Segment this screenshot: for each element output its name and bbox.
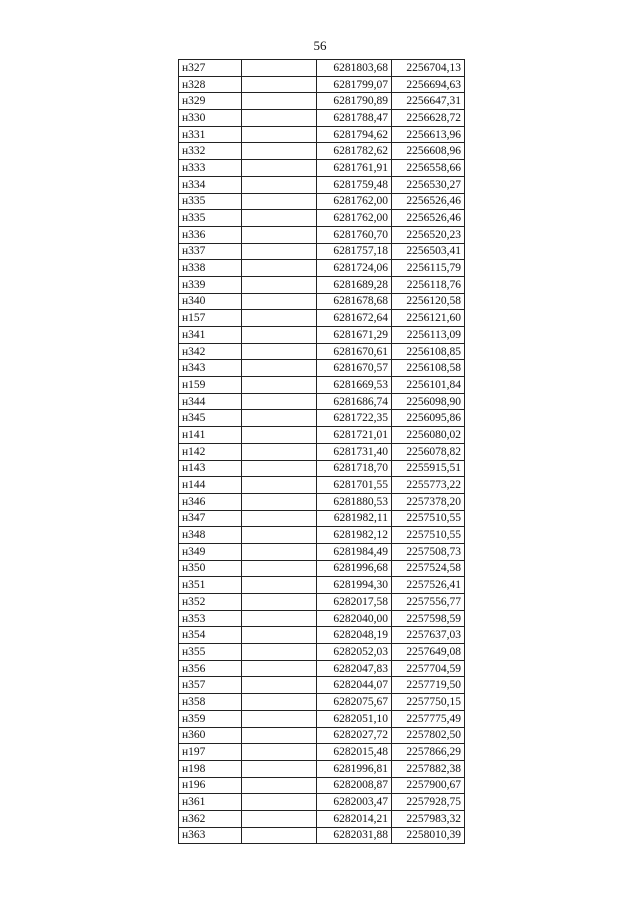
y-coordinate-cell: 2257524,58 xyxy=(392,560,465,577)
note-cell xyxy=(242,160,317,177)
table-row xyxy=(179,727,465,744)
table-row xyxy=(179,560,465,577)
note-cell xyxy=(242,710,317,727)
point-id-cell: н347 xyxy=(179,510,242,527)
table-row xyxy=(179,60,465,77)
point-id-cell: н197 xyxy=(179,744,242,761)
table-row xyxy=(179,677,465,694)
x-coordinate-cell: 6282014,21 xyxy=(317,810,392,827)
point-id-cell: н352 xyxy=(179,594,242,611)
y-coordinate-cell: 2256078,82 xyxy=(392,443,465,460)
table-row xyxy=(179,193,465,210)
point-id-cell: н329 xyxy=(179,93,242,110)
y-coordinate-cell: 2257866,29 xyxy=(392,744,465,761)
note-cell xyxy=(242,310,317,327)
note-cell xyxy=(242,110,317,127)
table-row xyxy=(179,93,465,110)
note-cell xyxy=(242,660,317,677)
point-id-cell: н342 xyxy=(179,343,242,360)
point-id-cell: н361 xyxy=(179,794,242,811)
y-coordinate-cell: 2257378,20 xyxy=(392,493,465,510)
y-coordinate-cell: 2256526,46 xyxy=(392,193,465,210)
note-cell xyxy=(242,443,317,460)
y-coordinate-cell: 2257900,67 xyxy=(392,777,465,794)
y-coordinate-cell: 2256118,76 xyxy=(392,276,465,293)
x-coordinate-cell: 6281760,70 xyxy=(317,226,392,243)
point-id-cell: н351 xyxy=(179,577,242,594)
point-id-cell: н328 xyxy=(179,76,242,93)
x-coordinate-cell: 6282052,03 xyxy=(317,644,392,661)
note-cell xyxy=(242,493,317,510)
y-coordinate-cell: 2256530,27 xyxy=(392,176,465,193)
note-cell xyxy=(242,777,317,794)
y-coordinate-cell: 2256108,58 xyxy=(392,360,465,377)
point-id-cell: н157 xyxy=(179,310,242,327)
point-id-cell: н339 xyxy=(179,276,242,293)
point-id-cell: н344 xyxy=(179,393,242,410)
point-id-cell: н341 xyxy=(179,327,242,344)
x-coordinate-cell: 6281996,81 xyxy=(317,760,392,777)
note-cell xyxy=(242,727,317,744)
x-coordinate-cell: 6281762,00 xyxy=(317,210,392,227)
table-row xyxy=(179,310,465,327)
point-id-cell: н333 xyxy=(179,160,242,177)
point-id-cell: н141 xyxy=(179,427,242,444)
table-row xyxy=(179,126,465,143)
table-row xyxy=(179,527,465,544)
note-cell xyxy=(242,627,317,644)
point-id-cell: н353 xyxy=(179,610,242,627)
note-cell xyxy=(242,644,317,661)
table-row xyxy=(179,343,465,360)
x-coordinate-cell: 6281689,28 xyxy=(317,276,392,293)
point-id-cell: н330 xyxy=(179,110,242,127)
note-cell xyxy=(242,560,317,577)
note-cell xyxy=(242,393,317,410)
x-coordinate-cell: 6281788,47 xyxy=(317,110,392,127)
table-row xyxy=(179,827,465,844)
table-row xyxy=(179,393,465,410)
point-id-cell: н354 xyxy=(179,627,242,644)
x-coordinate-cell: 6281722,35 xyxy=(317,410,392,427)
table-row xyxy=(179,260,465,277)
table-row xyxy=(179,76,465,93)
table-row xyxy=(179,427,465,444)
point-id-cell: н358 xyxy=(179,694,242,711)
table-row xyxy=(179,327,465,344)
x-coordinate-cell: 6281982,12 xyxy=(317,527,392,544)
point-id-cell: н356 xyxy=(179,660,242,677)
x-coordinate-cell: 6281880,53 xyxy=(317,493,392,510)
point-id-cell: н159 xyxy=(179,377,242,394)
note-cell xyxy=(242,343,317,360)
point-id-cell: н348 xyxy=(179,527,242,544)
y-coordinate-cell: 2257775,49 xyxy=(392,710,465,727)
table-row xyxy=(179,627,465,644)
y-coordinate-cell: 2257750,15 xyxy=(392,694,465,711)
x-coordinate-cell: 6281672,64 xyxy=(317,310,392,327)
table-row xyxy=(179,594,465,611)
point-id-cell: н198 xyxy=(179,760,242,777)
point-id-cell: н345 xyxy=(179,410,242,427)
table-row xyxy=(179,410,465,427)
note-cell xyxy=(242,76,317,93)
note-cell xyxy=(242,243,317,260)
note-cell xyxy=(242,694,317,711)
y-coordinate-cell: 2256613,96 xyxy=(392,126,465,143)
table-row xyxy=(179,226,465,243)
table-row xyxy=(179,794,465,811)
x-coordinate-cell: 6281724,06 xyxy=(317,260,392,277)
table-row xyxy=(179,644,465,661)
point-id-cell: н359 xyxy=(179,710,242,727)
point-id-cell: н335 xyxy=(179,193,242,210)
table-row xyxy=(179,210,465,227)
x-coordinate-cell: 6281794,62 xyxy=(317,126,392,143)
x-coordinate-cell: 6281759,48 xyxy=(317,176,392,193)
x-coordinate-cell: 6282051,10 xyxy=(317,710,392,727)
point-id-cell: н357 xyxy=(179,677,242,694)
y-coordinate-cell: 2257510,55 xyxy=(392,527,465,544)
x-coordinate-cell: 6281984,49 xyxy=(317,543,392,560)
x-coordinate-cell: 6281731,40 xyxy=(317,443,392,460)
note-cell xyxy=(242,744,317,761)
point-id-cell: н196 xyxy=(179,777,242,794)
point-id-cell: н349 xyxy=(179,543,242,560)
x-coordinate-cell: 6281757,18 xyxy=(317,243,392,260)
note-cell xyxy=(242,677,317,694)
note-cell xyxy=(242,760,317,777)
y-coordinate-cell: 2256098,90 xyxy=(392,393,465,410)
point-id-cell: н338 xyxy=(179,260,242,277)
note-cell xyxy=(242,477,317,494)
x-coordinate-cell: 6281669,53 xyxy=(317,377,392,394)
x-coordinate-cell: 6281799,07 xyxy=(317,76,392,93)
y-coordinate-cell: 2258010,39 xyxy=(392,827,465,844)
table-row xyxy=(179,543,465,560)
note-cell xyxy=(242,427,317,444)
y-coordinate-cell: 2257598,59 xyxy=(392,610,465,627)
y-coordinate-cell: 2256101,84 xyxy=(392,377,465,394)
point-id-cell: н331 xyxy=(179,126,242,143)
note-cell xyxy=(242,93,317,110)
x-coordinate-cell: 6282044,07 xyxy=(317,677,392,694)
note-cell xyxy=(242,126,317,143)
y-coordinate-cell: 2255915,51 xyxy=(392,460,465,477)
note-cell xyxy=(242,810,317,827)
point-id-cell: н363 xyxy=(179,827,242,844)
point-id-cell: н144 xyxy=(179,477,242,494)
y-coordinate-cell: 2257719,50 xyxy=(392,677,465,694)
note-cell xyxy=(242,276,317,293)
point-id-cell: н337 xyxy=(179,243,242,260)
y-coordinate-cell: 2256694,63 xyxy=(392,76,465,93)
table-row xyxy=(179,777,465,794)
x-coordinate-cell: 6282003,47 xyxy=(317,794,392,811)
table-row xyxy=(179,694,465,711)
y-coordinate-cell: 2256108,85 xyxy=(392,343,465,360)
note-cell xyxy=(242,327,317,344)
point-id-cell: н340 xyxy=(179,293,242,310)
x-coordinate-cell: 6281701,55 xyxy=(317,477,392,494)
table-row xyxy=(179,243,465,260)
y-coordinate-cell: 2255773,22 xyxy=(392,477,465,494)
note-cell xyxy=(242,143,317,160)
x-coordinate-cell: 6281982,11 xyxy=(317,510,392,527)
note-cell xyxy=(242,210,317,227)
table-row xyxy=(179,577,465,594)
y-coordinate-cell: 2257928,75 xyxy=(392,794,465,811)
x-coordinate-cell: 6282027,72 xyxy=(317,727,392,744)
x-coordinate-cell: 6281721,01 xyxy=(317,427,392,444)
table-row xyxy=(179,160,465,177)
x-coordinate-cell: 6281718,70 xyxy=(317,460,392,477)
table-row xyxy=(179,360,465,377)
page-number: 56 xyxy=(313,38,327,53)
y-coordinate-cell: 2257882,38 xyxy=(392,760,465,777)
y-coordinate-cell: 2256647,31 xyxy=(392,93,465,110)
table-row xyxy=(179,610,465,627)
note-cell xyxy=(242,226,317,243)
note-cell xyxy=(242,60,317,77)
table-row xyxy=(179,744,465,761)
y-coordinate-cell: 2256503,41 xyxy=(392,243,465,260)
x-coordinate-cell: 6281671,29 xyxy=(317,327,392,344)
x-coordinate-cell: 6282040,00 xyxy=(317,610,392,627)
y-coordinate-cell: 2257508,73 xyxy=(392,543,465,560)
x-coordinate-cell: 6282031,88 xyxy=(317,827,392,844)
point-id-cell: н335 xyxy=(179,210,242,227)
y-coordinate-cell: 2256558,66 xyxy=(392,160,465,177)
y-coordinate-cell: 2256115,79 xyxy=(392,260,465,277)
x-coordinate-cell: 6281790,89 xyxy=(317,93,392,110)
y-coordinate-cell: 2256608,96 xyxy=(392,143,465,160)
point-id-cell: н334 xyxy=(179,176,242,193)
note-cell xyxy=(242,260,317,277)
point-id-cell: н346 xyxy=(179,493,242,510)
note-cell xyxy=(242,577,317,594)
point-id-cell: н355 xyxy=(179,644,242,661)
x-coordinate-cell: 6281670,61 xyxy=(317,343,392,360)
table-row xyxy=(179,510,465,527)
x-coordinate-cell: 6282047,83 xyxy=(317,660,392,677)
y-coordinate-cell: 2256628,72 xyxy=(392,110,465,127)
table-row xyxy=(179,176,465,193)
note-cell xyxy=(242,543,317,560)
table-row xyxy=(179,276,465,293)
y-coordinate-cell: 2257649,08 xyxy=(392,644,465,661)
x-coordinate-cell: 6281782,62 xyxy=(317,143,392,160)
point-id-cell: н360 xyxy=(179,727,242,744)
y-coordinate-cell: 2256120,58 xyxy=(392,293,465,310)
y-coordinate-cell: 2256526,46 xyxy=(392,210,465,227)
note-cell xyxy=(242,610,317,627)
x-coordinate-cell: 6282008,87 xyxy=(317,777,392,794)
note-cell xyxy=(242,594,317,611)
note-cell xyxy=(242,193,317,210)
y-coordinate-cell: 2256095,86 xyxy=(392,410,465,427)
y-coordinate-cell: 2256520,23 xyxy=(392,226,465,243)
x-coordinate-cell: 6282048,19 xyxy=(317,627,392,644)
x-coordinate-cell: 6282075,67 xyxy=(317,694,392,711)
point-id-cell: н332 xyxy=(179,143,242,160)
table-row xyxy=(179,710,465,727)
x-coordinate-cell: 6282015,48 xyxy=(317,744,392,761)
note-cell xyxy=(242,460,317,477)
point-id-cell: н336 xyxy=(179,226,242,243)
y-coordinate-cell: 2257556,77 xyxy=(392,594,465,611)
y-coordinate-cell: 2256121,60 xyxy=(392,310,465,327)
table-row xyxy=(179,377,465,394)
note-cell xyxy=(242,827,317,844)
table-row xyxy=(179,660,465,677)
table-row xyxy=(179,760,465,777)
y-coordinate-cell: 2257983,32 xyxy=(392,810,465,827)
note-cell xyxy=(242,527,317,544)
x-coordinate-cell: 6281670,57 xyxy=(317,360,392,377)
table-row xyxy=(179,810,465,827)
point-id-cell: н142 xyxy=(179,443,242,460)
y-coordinate-cell: 2257637,03 xyxy=(392,627,465,644)
point-id-cell: н350 xyxy=(179,560,242,577)
table-row xyxy=(179,143,465,160)
x-coordinate-cell: 6281761,91 xyxy=(317,160,392,177)
y-coordinate-cell: 2256704,13 xyxy=(392,60,465,77)
y-coordinate-cell: 2257510,55 xyxy=(392,510,465,527)
note-cell xyxy=(242,176,317,193)
y-coordinate-cell: 2257802,50 xyxy=(392,727,465,744)
table-row xyxy=(179,460,465,477)
point-id-cell: н143 xyxy=(179,460,242,477)
note-cell xyxy=(242,794,317,811)
table-row xyxy=(179,293,465,310)
table-row xyxy=(179,477,465,494)
point-id-cell: н343 xyxy=(179,360,242,377)
y-coordinate-cell: 2256080,02 xyxy=(392,427,465,444)
y-coordinate-cell: 2256113,09 xyxy=(392,327,465,344)
note-cell xyxy=(242,410,317,427)
note-cell xyxy=(242,510,317,527)
point-id-cell: н327 xyxy=(179,60,242,77)
note-cell xyxy=(242,360,317,377)
note-cell xyxy=(242,293,317,310)
note-cell xyxy=(242,377,317,394)
table-row xyxy=(179,493,465,510)
point-id-cell: н362 xyxy=(179,810,242,827)
coordinates-table xyxy=(178,59,465,844)
x-coordinate-cell: 6281686,74 xyxy=(317,393,392,410)
x-coordinate-cell: 6281994,30 xyxy=(317,577,392,594)
x-coordinate-cell: 6281803,68 xyxy=(317,60,392,77)
table-row xyxy=(179,443,465,460)
y-coordinate-cell: 2257704,59 xyxy=(392,660,465,677)
x-coordinate-cell: 6281678,68 xyxy=(317,293,392,310)
x-coordinate-cell: 6282017,58 xyxy=(317,594,392,611)
table-body xyxy=(179,60,465,844)
x-coordinate-cell: 6281996,68 xyxy=(317,560,392,577)
y-coordinate-cell: 2257526,41 xyxy=(392,577,465,594)
x-coordinate-cell: 6281762,00 xyxy=(317,193,392,210)
table-row xyxy=(179,110,465,127)
